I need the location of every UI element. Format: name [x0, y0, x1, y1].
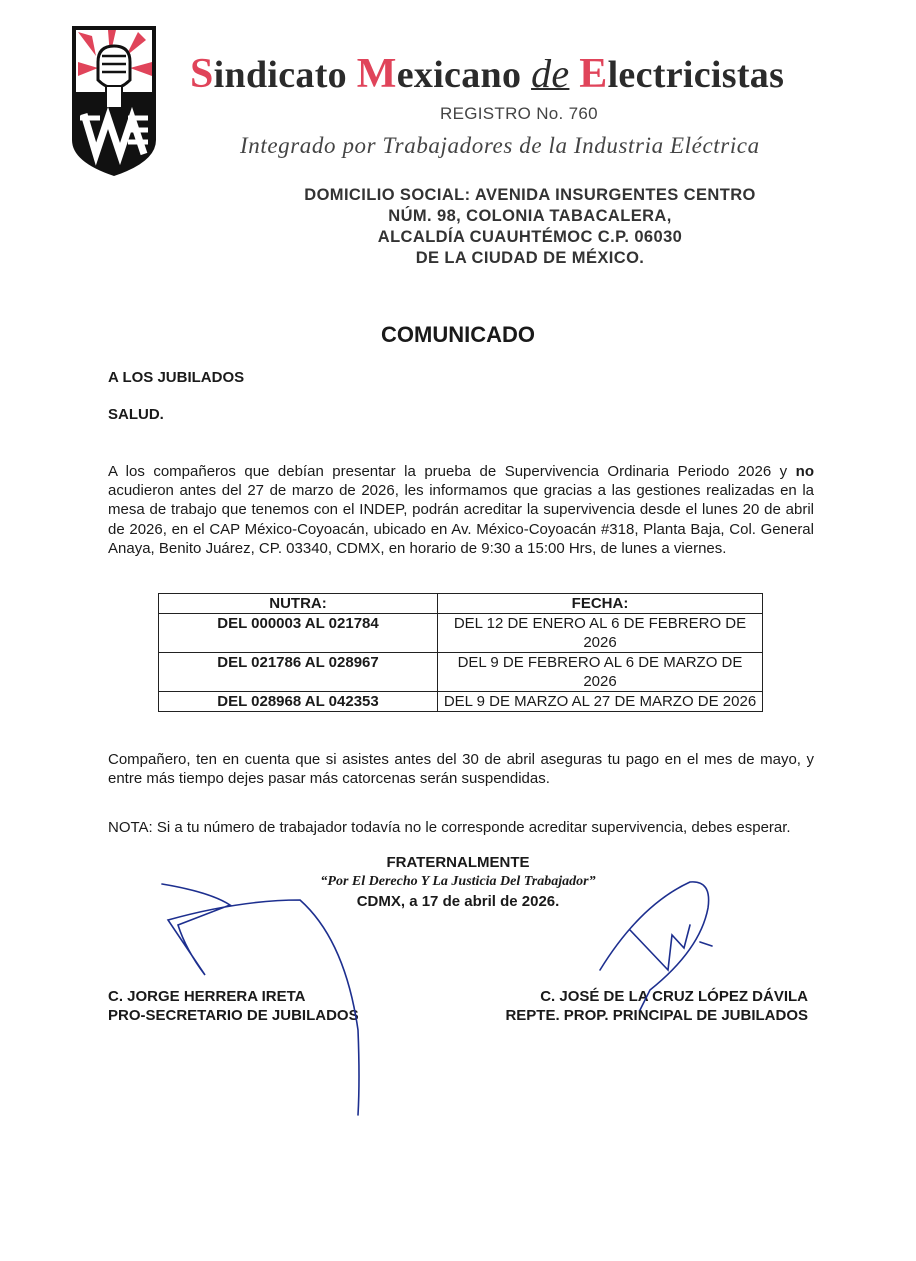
address-block — [280, 185, 780, 269]
address-line: DOMICILIO SOCIAL: AVENIDA INSURGENTES CENTRO — [304, 186, 756, 204]
address-line: DE LA CIUDAD DE MÉXICO. — [415, 249, 645, 267]
column-header-nutra: NUTRA: — [159, 594, 438, 614]
intro-text-end: acudieron antes del 27 de marzo de 2026, les informamos que gracias a las gestiones realizadas en la mesa de trabajo que tenemos con el INDEP, podrán acreditar la supervivencia desde el lunes 20 de abril de 2026, en el CAP México-Coyoacán, ubicado en Av. México-Coyoacán #318, Planta Baja, Col. General Anaya, Benito Juárez, CP. 03340, CDMX, en horario de 9:30 a 15:00 Hrs, de lunes a viernes. — [108, 482, 814, 557]
recipient-heading: A LOS JUBILADOS — [108, 369, 245, 386]
closing-date: CDMX, a 17 de abril de 2026. — [356, 893, 560, 910]
signatory-right — [505, 987, 808, 1025]
intro-bold-word: no — [795, 463, 814, 480]
signatory-name: C. JORGE HERRERA IRETA — [108, 988, 306, 1005]
org-name-de: de — [531, 51, 570, 96]
date-range: DEL 9 DE MARZO AL 27 DE MARZO DE 2026 — [438, 692, 763, 712]
table-row — [159, 614, 763, 653]
greeting: SALUD. — [108, 406, 164, 423]
nutra-range: DEL 021786 AL 028967 — [159, 653, 438, 692]
org-name-word-2: exicano — [396, 54, 532, 96]
table-header-row — [159, 594, 763, 614]
table-row — [159, 692, 763, 712]
nutra-range: DEL 028968 AL 042353 — [159, 692, 438, 712]
closing-salutation: FRATERNALMENTE — [386, 854, 530, 871]
org-name-space — [569, 54, 579, 96]
date-range: DEL 9 DE FEBRERO AL 6 DE MARZO DE 2026 — [438, 653, 763, 692]
table-row — [159, 653, 763, 692]
signatory-left — [108, 987, 359, 1025]
org-tagline: Integrado por Trabajadores de la Industria Eléctrica — [240, 133, 760, 158]
intro-paragraph — [108, 462, 814, 558]
date-range: DEL 12 DE ENERO AL 6 DE FEBRERO DE 2026 — [438, 614, 763, 653]
org-name-initial-m: M — [356, 51, 397, 97]
registration-number: REGISTRO No. 760 — [440, 104, 598, 123]
reminder-paragraph: Compañero, ten en cuenta que si asistes antes del 30 de abril aseguras tu pago en el mes de mayo, y entre más tiempo dejes pasar más catorcenas serán suspendidas. — [108, 751, 814, 788]
org-name-word-1: indicato — [213, 54, 357, 96]
intro-text-start: A los compañeros que debían presentar la prueba de Supervivencia Ordinaria Periodo 2026 y — [108, 463, 796, 480]
document-title: COMUNICADO — [381, 322, 535, 347]
org-name-word-3: lectricistas — [607, 54, 785, 96]
note-paragraph: NOTA: Si a tu número de trabajador todavía no le corresponde acreditar supervivencia, debes esperar. — [108, 819, 791, 836]
column-header-fecha: FECHA: — [438, 594, 763, 614]
address-line: NÚM. 98, COLONIA TABACALERA, — [388, 207, 672, 225]
org-name-initial-s: S — [190, 51, 214, 97]
org-name-initial-e: E — [579, 51, 608, 97]
address-line: ALCALDÍA CUAUHTÉMOC C.P. 06030 — [377, 228, 683, 246]
signatory-name: C. JOSÉ DE LA CRUZ LÓPEZ DÁVILA — [540, 988, 808, 1005]
union-logo — [68, 22, 160, 178]
organization-name — [190, 50, 860, 98]
schedule-table — [158, 593, 763, 712]
signatory-role: REPTE. PROP. PRINCIPAL DE JUBILADOS — [505, 1007, 808, 1024]
nutra-range: DEL 000003 AL 021784 — [159, 614, 438, 653]
signatory-role: PRO-SECRETARIO DE JUBILADOS — [108, 1007, 359, 1024]
closing-motto: “Por El Derecho Y La Justicia Del Trabajador” — [320, 874, 596, 889]
